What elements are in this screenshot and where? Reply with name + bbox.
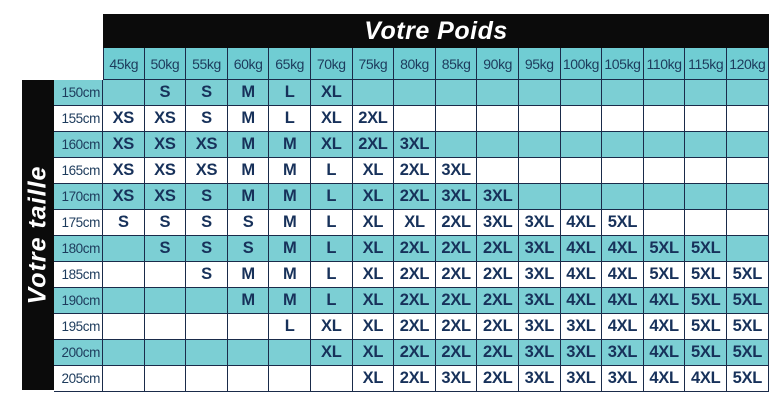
size-cell: 3XL <box>602 366 644 392</box>
size-cell <box>103 262 145 288</box>
height-label: 155cm <box>54 106 103 132</box>
size-cell: XL <box>394 210 436 236</box>
size-cell: 2XL <box>394 314 436 340</box>
size-cell <box>561 80 603 106</box>
size-cell <box>519 132 561 158</box>
size-cell: S <box>186 184 228 210</box>
size-cell <box>103 366 145 392</box>
height-label: 190cm <box>54 288 103 314</box>
size-cell <box>477 80 519 106</box>
size-cell <box>145 262 187 288</box>
size-cell: XL <box>353 366 395 392</box>
size-cell: 2XL <box>436 236 478 262</box>
size-cell <box>353 80 395 106</box>
size-cell: M <box>269 132 311 158</box>
size-cell <box>602 158 644 184</box>
weight-header: 90kg <box>477 48 519 80</box>
size-cell: XL <box>353 262 395 288</box>
size-cell: 4XL <box>602 288 644 314</box>
height-label: 200cm <box>54 340 103 366</box>
size-cell <box>519 80 561 106</box>
size-cell: 5XL <box>602 210 644 236</box>
size-cell: 2XL <box>394 366 436 392</box>
size-cell: 3XL <box>519 366 561 392</box>
weight-header: 110kg <box>644 48 686 80</box>
size-cell: 5XL <box>644 262 686 288</box>
size-cell: XL <box>353 184 395 210</box>
height-label: 195cm <box>54 314 103 340</box>
size-cell <box>145 340 187 366</box>
size-cell: S <box>186 106 228 132</box>
size-cell: M <box>228 80 270 106</box>
size-cell: M <box>228 184 270 210</box>
size-cell <box>727 132 769 158</box>
size-cell: 2XL <box>394 262 436 288</box>
size-cell: 2XL <box>436 210 478 236</box>
size-cell <box>644 184 686 210</box>
size-cell: M <box>228 288 270 314</box>
size-cell: S <box>228 236 270 262</box>
size-cell: M <box>269 210 311 236</box>
size-cell: L <box>311 158 353 184</box>
size-cell <box>727 80 769 106</box>
size-cell: 3XL <box>519 340 561 366</box>
weight-header: 70kg <box>311 48 353 80</box>
size-cell: 3XL <box>561 314 603 340</box>
size-cell: 3XL <box>394 132 436 158</box>
size-cell <box>519 184 561 210</box>
size-cell <box>186 288 228 314</box>
size-cell <box>644 210 686 236</box>
size-cell: S <box>103 210 145 236</box>
height-title: Votre taille <box>23 165 52 305</box>
height-title-bar <box>22 80 54 390</box>
size-cell: XS <box>186 158 228 184</box>
size-cell: M <box>228 132 270 158</box>
size-cell: 3XL <box>519 288 561 314</box>
size-cell: L <box>311 288 353 314</box>
size-cell <box>186 366 228 392</box>
size-cell: L <box>311 184 353 210</box>
size-cell: 2XL <box>436 288 478 314</box>
size-cell <box>394 106 436 132</box>
size-cell: S <box>145 210 187 236</box>
size-cell <box>644 132 686 158</box>
size-cell: 3XL <box>477 210 519 236</box>
weight-header: 115kg <box>685 48 727 80</box>
size-cell: 4XL <box>602 262 644 288</box>
size-cell <box>727 236 769 262</box>
size-cell <box>103 314 145 340</box>
size-cell <box>103 288 145 314</box>
size-cell: 4XL <box>644 288 686 314</box>
size-cell: XS <box>145 184 187 210</box>
size-cell <box>685 80 727 106</box>
size-cell: S <box>186 210 228 236</box>
size-cell: 4XL <box>685 366 727 392</box>
size-cell: 2XL <box>353 106 395 132</box>
size-cell: 2XL <box>394 340 436 366</box>
weight-header: 45kg <box>103 48 145 80</box>
size-cell <box>602 80 644 106</box>
size-cell: 4XL <box>602 314 644 340</box>
size-cell <box>311 366 353 392</box>
size-cell: 4XL <box>644 340 686 366</box>
size-cell <box>644 106 686 132</box>
size-cell: XL <box>353 340 395 366</box>
height-label: 185cm <box>54 262 103 288</box>
size-cell: XL <box>311 80 353 106</box>
size-cell: 4XL <box>602 236 644 262</box>
size-cell: XL <box>353 314 395 340</box>
size-cell: XL <box>311 314 353 340</box>
size-cell: S <box>186 262 228 288</box>
size-cell <box>519 106 561 132</box>
size-cell <box>228 314 270 340</box>
size-cell: M <box>269 184 311 210</box>
size-cell: 2XL <box>353 132 395 158</box>
size-cell <box>103 236 145 262</box>
weight-header: 80kg <box>394 48 436 80</box>
weight-header: 105kg <box>602 48 644 80</box>
weight-header: 50kg <box>145 48 187 80</box>
weight-header: 100kg <box>561 48 603 80</box>
size-cell: 2XL <box>436 314 478 340</box>
size-cell: S <box>228 210 270 236</box>
size-cell: 3XL <box>561 366 603 392</box>
size-cell <box>228 366 270 392</box>
size-cell <box>685 210 727 236</box>
size-cell <box>519 158 561 184</box>
size-cell <box>103 340 145 366</box>
size-cell: 2XL <box>477 236 519 262</box>
size-cell <box>436 132 478 158</box>
size-cell <box>602 106 644 132</box>
size-cell: 2XL <box>477 288 519 314</box>
size-cell: 3XL <box>519 236 561 262</box>
size-cell: 2XL <box>394 184 436 210</box>
size-cell: XS <box>145 106 187 132</box>
size-cell <box>145 366 187 392</box>
size-cell: M <box>269 158 311 184</box>
height-label: 205cm <box>54 366 103 392</box>
height-label: 170cm <box>54 184 103 210</box>
weight-header: 95kg <box>519 48 561 80</box>
size-cell: 3XL <box>519 210 561 236</box>
size-cell <box>145 314 187 340</box>
size-cell: M <box>269 262 311 288</box>
weight-header: 60kg <box>228 48 270 80</box>
weight-title: Votre Poids <box>103 14 769 48</box>
size-cell: XL <box>311 340 353 366</box>
size-cell: M <box>269 236 311 262</box>
size-cell <box>644 158 686 184</box>
size-cell: 3XL <box>436 184 478 210</box>
size-cell <box>685 132 727 158</box>
size-cell: 5XL <box>644 236 686 262</box>
size-cell: 5XL <box>685 236 727 262</box>
size-cell: XS <box>103 132 145 158</box>
size-cell: 5XL <box>685 288 727 314</box>
size-cell <box>561 106 603 132</box>
size-cell: 3XL <box>519 262 561 288</box>
size-cell: 5XL <box>685 262 727 288</box>
size-cell <box>685 158 727 184</box>
size-cell: 4XL <box>644 366 686 392</box>
size-cell: 2XL <box>477 262 519 288</box>
size-cell <box>436 80 478 106</box>
size-cell: 5XL <box>727 288 769 314</box>
size-cell <box>269 366 311 392</box>
size-cell: L <box>311 262 353 288</box>
size-cell: 5XL <box>727 340 769 366</box>
height-label: 180cm <box>54 236 103 262</box>
size-cell <box>685 106 727 132</box>
weight-header: 85kg <box>436 48 478 80</box>
size-cell: XS <box>145 158 187 184</box>
size-cell: XS <box>103 158 145 184</box>
size-cell <box>561 158 603 184</box>
size-cell: XL <box>311 106 353 132</box>
size-cell: 3XL <box>561 340 603 366</box>
size-cell <box>727 106 769 132</box>
size-cell <box>477 106 519 132</box>
size-cell: 2XL <box>394 236 436 262</box>
size-cell: XS <box>103 106 145 132</box>
size-cell: XL <box>311 132 353 158</box>
size-cell: 5XL <box>727 262 769 288</box>
size-cell <box>103 80 145 106</box>
size-cell: L <box>269 314 311 340</box>
size-cell: S <box>186 80 228 106</box>
size-cell <box>436 106 478 132</box>
size-cell <box>477 158 519 184</box>
size-cell: XL <box>353 210 395 236</box>
size-cell <box>394 80 436 106</box>
size-cell: 2XL <box>394 158 436 184</box>
size-cell: 2XL <box>436 262 478 288</box>
size-cell: XL <box>353 288 395 314</box>
size-cell: XL <box>353 236 395 262</box>
size-cell: 5XL <box>685 314 727 340</box>
weight-header: 120kg <box>727 48 769 80</box>
size-cell <box>727 210 769 236</box>
size-cell: 5XL <box>685 340 727 366</box>
size-cell: 2XL <box>477 314 519 340</box>
size-cell: XL <box>353 158 395 184</box>
size-cell <box>685 184 727 210</box>
weight-header: 75kg <box>353 48 395 80</box>
size-cell: L <box>311 236 353 262</box>
size-cell: 5XL <box>727 366 769 392</box>
height-label: 165cm <box>54 158 103 184</box>
size-cell: 4XL <box>561 236 603 262</box>
size-cell: L <box>311 210 353 236</box>
size-cell: 2XL <box>436 340 478 366</box>
size-cell: M <box>228 158 270 184</box>
size-cell <box>269 340 311 366</box>
size-cell <box>477 132 519 158</box>
size-cell: 4XL <box>561 210 603 236</box>
size-cell <box>727 184 769 210</box>
size-cell <box>186 314 228 340</box>
height-label: 175cm <box>54 210 103 236</box>
height-label: 150cm <box>54 80 103 106</box>
height-label: 160cm <box>54 132 103 158</box>
size-cell <box>145 288 187 314</box>
size-cell: 2XL <box>477 366 519 392</box>
weight-header: 65kg <box>269 48 311 80</box>
size-cell <box>228 340 270 366</box>
size-cell: L <box>269 106 311 132</box>
size-cell <box>561 184 603 210</box>
size-cell: 2XL <box>394 288 436 314</box>
size-cell: M <box>228 106 270 132</box>
size-cell: S <box>186 236 228 262</box>
size-cell <box>602 184 644 210</box>
size-cell: 3XL <box>602 340 644 366</box>
size-cell <box>602 132 644 158</box>
size-cell <box>186 340 228 366</box>
size-cell: 3XL <box>436 158 478 184</box>
size-cell: S <box>145 236 187 262</box>
size-cell: XS <box>145 132 187 158</box>
weight-header: 55kg <box>186 48 228 80</box>
size-cell: 4XL <box>561 288 603 314</box>
size-cell: 5XL <box>727 314 769 340</box>
size-cell: 3XL <box>519 314 561 340</box>
size-cell: 3XL <box>477 184 519 210</box>
size-cell: 4XL <box>561 262 603 288</box>
size-cell: XS <box>103 184 145 210</box>
size-cell: S <box>145 80 187 106</box>
size-cell: M <box>228 262 270 288</box>
size-cell: XS <box>186 132 228 158</box>
size-cell: 4XL <box>644 314 686 340</box>
size-cell <box>561 132 603 158</box>
size-cell: M <box>269 288 311 314</box>
size-cell: L <box>269 80 311 106</box>
size-cell: 2XL <box>477 340 519 366</box>
size-cell: 3XL <box>436 366 478 392</box>
size-cell <box>644 80 686 106</box>
size-cell <box>727 158 769 184</box>
